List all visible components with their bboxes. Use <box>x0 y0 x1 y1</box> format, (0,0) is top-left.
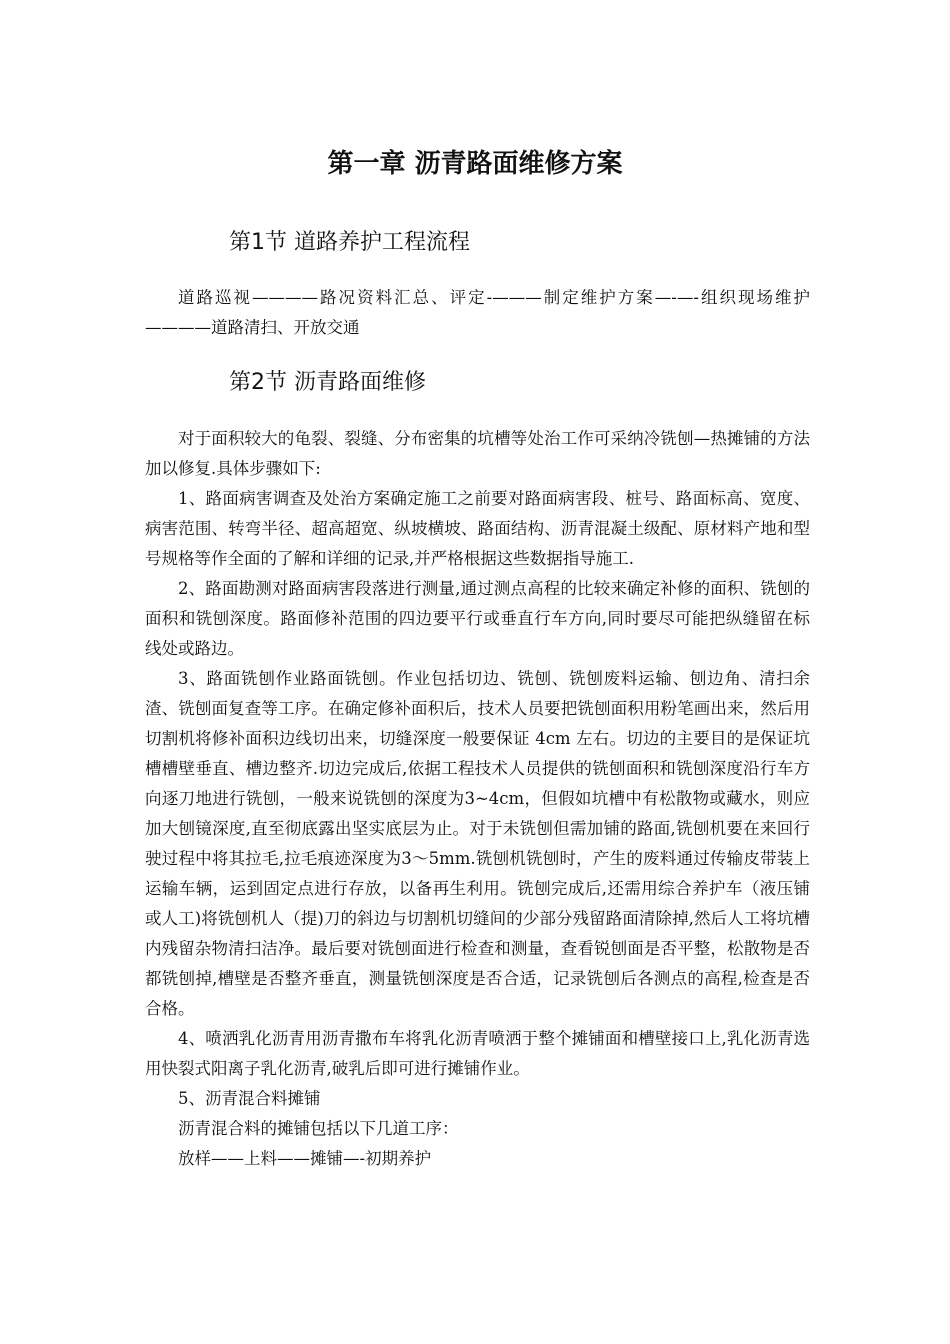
paragraph: 4、喷洒乳化沥青用沥青撒布车将乳化沥青喷洒于整个摊铺面和槽壁接口上,乳化沥青选用快裂式阳离子乳化沥青,破乳后即可进行摊铺作业。 <box>145 1029 810 1078</box>
paragraph: 对于面积较大的龟裂、裂缝、分布密集的坑槽等处治工作可采纳冷铣刨—热摊铺的方法加以修复.具体步骤如下: <box>145 429 810 478</box>
paragraph: 2、路面勘测对路面病害段落进行测量,通过测点高程的比较来确定补修的面积、铣刨的面积和铣刨深度。路面修补范围的四边要平行或垂直行车方向,同时要尽可能把纵缝留在标线处或路边。 <box>145 579 810 658</box>
paragraph: 沥青混合料的摊铺包括以下几道工序： <box>178 1119 459 1138</box>
paragraph: 1、路面病害调查及处治方案确定施工之前要对路面病害段、桩号、路面标高、宽度、病害范围、转弯半径、超高超宽、纵坡横坡、路面结构、沥青混凝土级配、原材料产地和型号规格等作全面的了解和详细的记录,并严格根据这些数据指导施工. <box>145 489 810 568</box>
paragraph: 放样——上料——摊铺—-初期养护 <box>178 1149 432 1168</box>
section-1-body <box>145 283 810 343</box>
chapter-title: 第一章 沥青路面维修方案 <box>327 149 623 179</box>
paragraph: 5、沥青混合料摊铺 <box>178 1089 321 1108</box>
paragraph: 道路巡视————路况资料汇总、评定-———制定维护方案—-—-组织现场维护————道路清扫、开放交通 <box>145 288 810 337</box>
section-1-title: 第1节 道路养护工程流程 <box>229 230 470 255</box>
paragraph: 3、路面铣刨作业路面铣刨。作业包括切边、铣刨、铣刨废料运输、刨边角、清扫余渣、铣刨面复查等工序。在确定修补面积后，技术人员要把铣刨面积用粉笔画出来，然后用切割机将修补面积边线切出来，切缝深度一般要保证 4cm 左右。切边的主要目的是保证坑槽槽壁垂直、槽边整齐.切边完成后,依据工程技术人员提供的铣刨面积和铣刨深度沿行车方向逐刀地进行铣刨，一般来说铣刨的深度为3~4cm，但假如坑槽中有松散物或藏水，则应加大刨镜深度,直至彻底露出坚实底层为止。对于未铣刨但需加铺的路面,铣刨机要在来回行驶过程中将其拉毛,拉毛痕迹深度为3～5mm.铣刨机铣刨时，产生的废料通过传输皮带装上运输车辆，运到固定点进行存放，以备再生利用。铣刨完成后,还需用综合养护车（液压铺或人工)将铣刨机人（提)刀的斜边与切割机切缝间的少部分残留路面清除掉,然后人工将坑槽内残留杂物清扫洁净。最后要对铣刨面进行检查和测量，查看锐刨面是否平整，松散物是否都铣刨掉,槽壁是否整齐垂直，测量铣刨深度是否合适，记录铣刨后各测点的高程,检查是否合格。 <box>145 669 810 1018</box>
section-2-title: 第2节 沥青路面维修 <box>229 370 426 395</box>
section-2-body <box>145 424 810 1174</box>
